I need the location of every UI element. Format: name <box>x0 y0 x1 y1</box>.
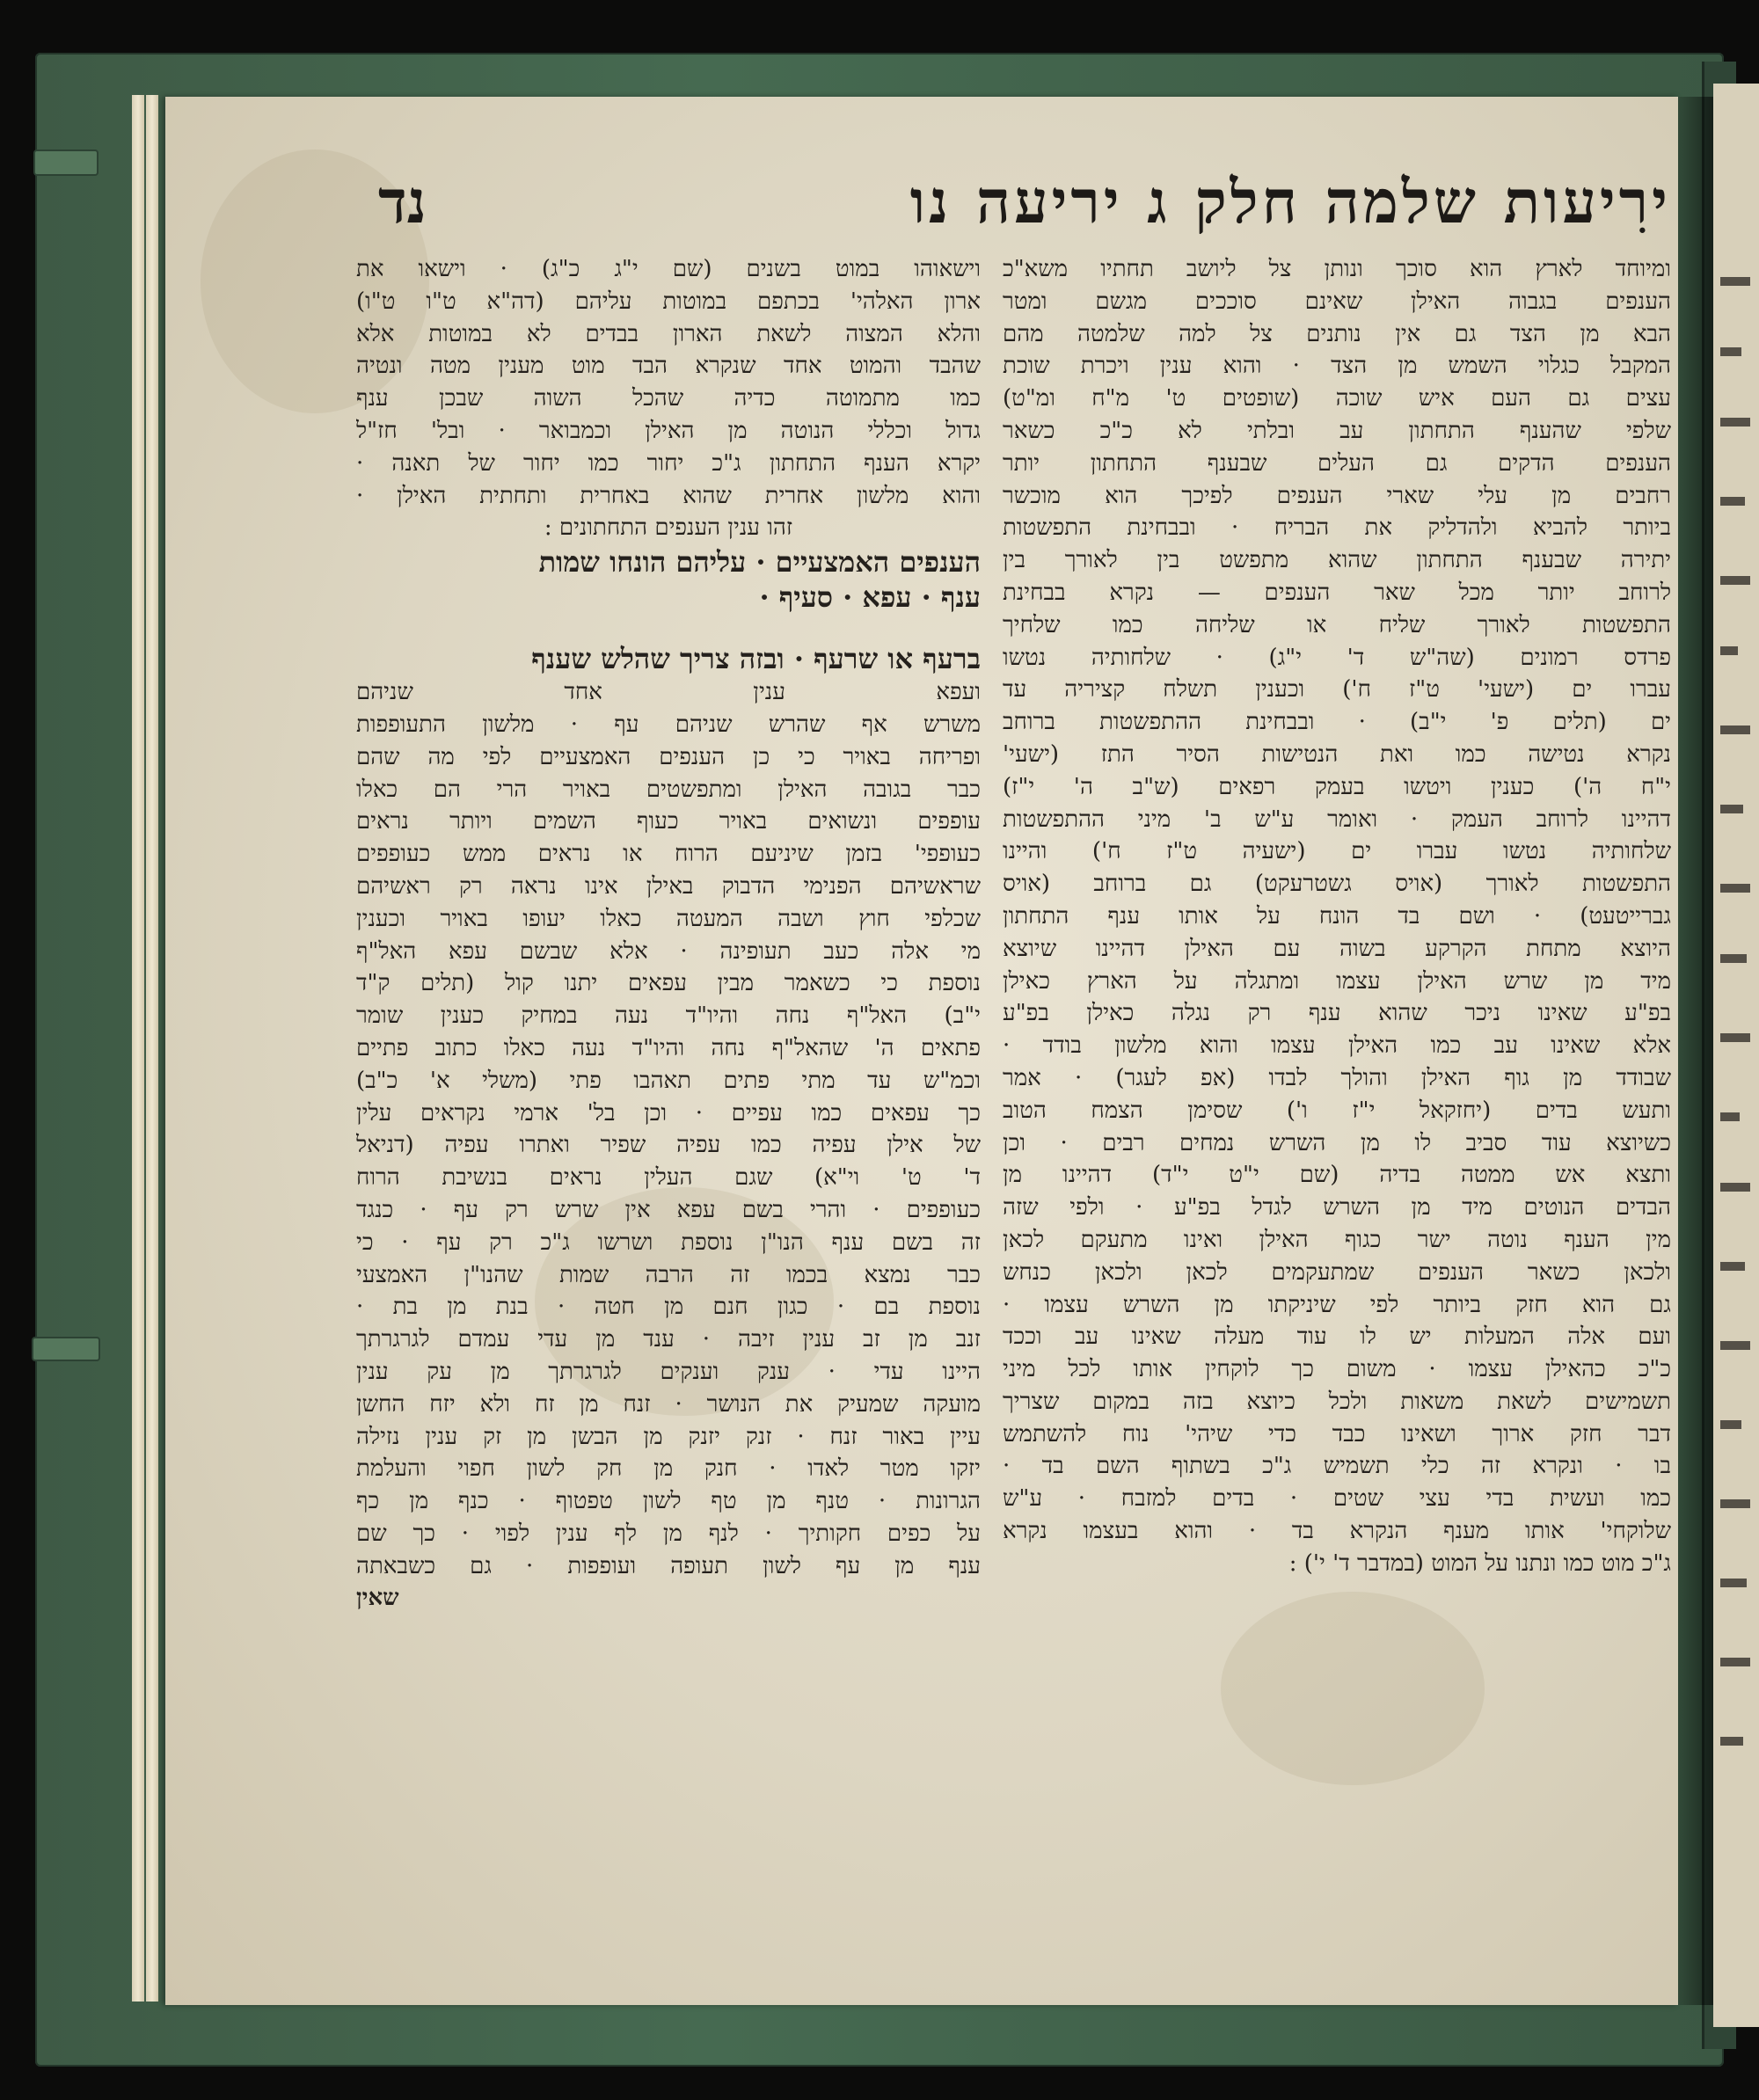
text-line: נקרא נטישה כמו ואת הנטישות הסיר התז (ישעי' <box>1003 740 1671 768</box>
text-line: היוצא מתחת הקרקע בשוה עם האילן דהיינו שיוצא <box>1003 935 1671 962</box>
text-line: פתאים ה' שהאל"ף נחה והיו"ד נעה כאלו כתוב פתיים <box>356 1034 981 1061</box>
section-heading: ברעף או שרעף · ובזה צריך שהלש שענף <box>531 642 981 676</box>
text-line: שבודד מן גוף האילן והולך לבדו (אפ לעגר) · אמר <box>1003 1064 1671 1091</box>
text-line: ועפא ענין אחד שניהם <box>356 679 981 706</box>
facing-page-edge <box>1713 84 1759 2027</box>
text-line: עיין באור זנח · זנק יזנק מן הבשן מן זק ענין נזילה <box>356 1423 981 1450</box>
text-line: בפ"ע שאינו ניכר שהוא ענף רק נגלה כאילן בפ"ע <box>1003 1000 1671 1027</box>
running-title: ירִיעות שלמה חלק ג יריעה נו <box>909 167 1671 237</box>
text-line: התפשטות לאורך שליח או שליחה כמו שלחיך <box>1003 611 1671 638</box>
text-line: מי אלה כעב תעופינה · אלא שבשם עפא האל"ף <box>356 937 981 965</box>
text-line: כשיוצא עוד סביב לו מן השרש נמחים רבים · וכן <box>1003 1129 1671 1156</box>
text-line: לרוחב יותר מכל שאר הענפים — נקרא בבחינת <box>1003 579 1671 606</box>
text-line: של אילן עפיה כמו עפיה שפיר ואתרו עפיה (דניאל <box>356 1132 981 1159</box>
section-closing-line: זהו ענין הענפים התחתונים : <box>544 514 793 542</box>
text-line: נוספת בם · כגון חנם מן חטה · בנת מן בת · <box>356 1294 981 1321</box>
text-line: שלפי שהענף התחתון עב ובלתי לא כ"כ כשאר <box>1003 417 1671 444</box>
text-line: ומיוחד לארץ הוא סוכך ונותן צל ליושב תחתיו משא"כ <box>1003 256 1671 282</box>
text-line: שלוקחי' אותו מענף הנקרא בד · והוא בעצמו נקרא <box>1003 1518 1671 1545</box>
text-line: כעופפים · והרי בשם עפא אין שרש רק עף · כנגד <box>356 1196 981 1223</box>
text-line: פרדס רמונים (שה"ש ד' י"ג) · שלחותיה נטשו <box>1003 644 1671 671</box>
text-line: שהבד והמוט אחד שנקרא הבד מוט מענין מטה ונטיה <box>356 353 981 380</box>
text-line: הענפים הדקים גם העלים שבענף התחתון יותר <box>1003 449 1671 477</box>
text-line: יזקו מטר לאדו · חנק מן חק לשון חפוי והעלמת <box>356 1455 981 1483</box>
text-column-right <box>1003 253 1671 1580</box>
text-line: בו · ונקרא זה כלי תשמיש ג"כ בשתוף השם בד · <box>1003 1453 1671 1480</box>
text-line: ענף מן עף לשון תעופה ועופפות · גם כשבאתה <box>356 1552 981 1579</box>
text-line: מין הענף נוטה ישר כגוף האילן ואינו מתעקם לכאן <box>1003 1226 1671 1253</box>
text-line: עופפים ונשואים באויר כעוף השמים ויותר נראים <box>356 808 981 835</box>
text-line: ד' ט' וי"א) שגם העלין נראים בנשיבת הרוח <box>356 1164 981 1192</box>
section-heading: הענפים האמצעיים · עליהם הונחו שמות <box>538 545 981 580</box>
text-line: זנב מן זב ענין זיבה · ענד מן עדי עמדם לגרגרתך <box>356 1326 981 1353</box>
text-line: ותעש בדים (יחזקאל י"ז ו') שסימן הצמח הטוב <box>1003 1097 1671 1124</box>
text-line: דהיינו לרוחב העמק · ואומר ע"ש ב' מיני ההתפשטות <box>1003 806 1671 833</box>
page-header <box>378 167 1671 237</box>
text-line: נוספת כי כשאמר מבין עפאים יתנו קול (תלים ק"ד <box>356 970 981 997</box>
text-line: גדול וכללי הנוטה מן האילן וכמבואר · ובל' חז"ל <box>356 417 981 444</box>
text-line: כ"כ כהאילן עצמו · משום כך לוקחין אותו לכל מיני <box>1003 1356 1671 1383</box>
text-line: ארון האלהי' בכתפם במוטות עליהם (דה"א ט"ו ט"ו) <box>356 288 981 315</box>
text-line: דבר חזק ארוך ושאינו כבד כדי שיהי' נוח להשתמש <box>1003 1420 1671 1447</box>
text-line: ולכאן כשאר הענפים שמתעקמים לכאן ולכאן כנחש <box>1003 1258 1671 1286</box>
text-line: כמו ועשית בדי עצי שטים · בדים למזבח · ע"ש <box>1003 1485 1671 1513</box>
text-line: והלא המצוה לשאת הארון בבדים לא במוטות אלא <box>356 320 981 347</box>
text-line: משרש אף שהרש שניהם עף · מלשון התעופפות <box>356 711 981 738</box>
binding-tab <box>33 149 99 176</box>
text-line: זה בשם ענף הנו"ן נוספת ושרשו ג"כ רק עף · כי <box>356 1229 981 1256</box>
gutter-shadow <box>1678 97 1713 2005</box>
text-line: ותצא אש ממטה בדיה (שם י"ט י"ד) דהיינו מן <box>1003 1162 1671 1189</box>
text-line: י"ח ה') כענין ויטשו בעמק רפאים (ש"ב ה' י"ז) <box>1003 773 1671 800</box>
page-edge <box>146 95 158 2002</box>
text-line: יתירה שבענף התחתון שהוא מתפשט בין לאורך בין <box>1003 547 1671 574</box>
text-line: רחבים מן עלי שארי הענפים לפיכך הוא מוכשר <box>1003 482 1671 509</box>
catchword: שאין <box>356 1585 399 1612</box>
page-edge <box>132 95 144 2002</box>
text-line: שראשיהם הפנימי הדבוק באילן אינו נראה רק ראשיהם <box>356 872 981 900</box>
text-line: מיד מן שרש האילן עצמו ומתגלה על הארץ כאילן <box>1003 967 1671 995</box>
text-line: וכמ"ש עד מתי פתים תאהבו פתי (משלי א' כ"ב) <box>356 1067 981 1094</box>
text-line: כבר בגובה האילן ומתפשטים באויר הרי הם כאלו <box>356 776 981 803</box>
text-line: אלא שאינו עב כמו האילן עצמו והוא מלשון בודד · <box>1003 1032 1671 1060</box>
text-line: כמו מתמוטה כדיה שהכל השוה שבכן ענף <box>356 385 981 412</box>
text-line: הענפים בגבוה האילן שאינם סוככים מגשם ומטר <box>1003 288 1671 315</box>
binding-tab <box>32 1337 100 1361</box>
text-column-left <box>356 253 981 1615</box>
text-line: התפשטות לאורך (אויס גשטרעקט) גם ברוחב (אויס <box>1003 871 1671 898</box>
text-line: כך עפאים כמו עפיים · וכן בל' ארמי נקראים עלין <box>356 1099 981 1127</box>
text-line: מועקה שמעיק את הנושר · זנח מן זח ולא יזח החשן <box>356 1390 981 1418</box>
text-line: כעופפי' בזמן שיניעם הרוח או נראים ממש כעופפים <box>356 841 981 868</box>
text-line: הבא מן הצד גם אין נותנים צל למה שלמטה מהם <box>1003 320 1671 347</box>
text-line: ביותר להביא ולהדליק את הבריח · ובבחינת התפשטות <box>1003 514 1671 542</box>
text-line: שלחותיה נטשו עברו ים (ישעיה ט"ז ח') והיינו <box>1003 838 1671 865</box>
text-line: ים (תלים פ' י"ב) · ובבחינת ההתפשטות ברוחב <box>1003 709 1671 736</box>
text-line: הגרונות · טנף מן טף לשון טפטוף · כנף מן כף <box>356 1488 981 1515</box>
page-number: נד <box>378 167 427 237</box>
text-line: גם הוא חזק ביותר לפי שיניקתו מן השרש עצמו · <box>1003 1291 1671 1318</box>
text-line: יקרא הענף התחתון ג"כ יחור כמו יחור של תאנה · <box>356 449 981 477</box>
text-line: ג"כ מוט כמו ונתנו על המוט (במדבר ד' י') : <box>1288 1549 1671 1577</box>
section-heading: ענף · עפא · סעיף · <box>759 580 981 615</box>
text-line: היינו עדי · ענק וענקים לגרגרתך מן עק ענין <box>356 1358 981 1385</box>
text-line: כבר נמצא בכמו זה הרבה שמות שהנו"ן האמצעי <box>356 1261 981 1288</box>
text-line: גברייטעט) · ושם בד הונח על אותו ענף התחתון <box>1003 902 1671 930</box>
text-line: הבדים הנוטים מיד מן השרש לגדל בפ"ע · ולפי שזה <box>1003 1194 1671 1221</box>
text-line: והוא מלשון אחרית שהוא באחרית ותחתית האילן · <box>356 482 981 509</box>
text-line: עצים גם העם איש שוכה (שופטים ט' מ"ח ומ"ט) <box>1003 385 1671 412</box>
text-line: המקבל כגלוי השמש מן הצד · והוא ענין ויכרת שוכת <box>1003 353 1671 380</box>
text-line: וישאוהו במוט בשנים (שם י"ג כ"ג) · וישאו את <box>356 256 981 282</box>
text-line: על כפים חקותיך · לנף מן לף ענין לפוי · כך שם <box>356 1520 981 1547</box>
text-line: ופריחה באויר כי כן הענפים האמצעיים לפי מה שהם <box>356 743 981 770</box>
text-line: ועם אלה המעלות יש לו עוד מעלה שאינו עב וככד <box>1003 1323 1671 1351</box>
text-line: שכלפי חוץ ושבה המעטה כאלו יעופו באויר וכענין <box>356 905 981 932</box>
text-line: תשמישים לשאת משאות ולכל כיוצא בזה במקום שצריך <box>1003 1388 1671 1415</box>
text-line: י"ב) האל"ף נחה והיו"ד נעה במחיק כענין שומר <box>356 1003 981 1030</box>
text-line: עברו ים (ישעי' ט"ז ח') וכענין תשלח קציריה עד <box>1003 676 1671 704</box>
